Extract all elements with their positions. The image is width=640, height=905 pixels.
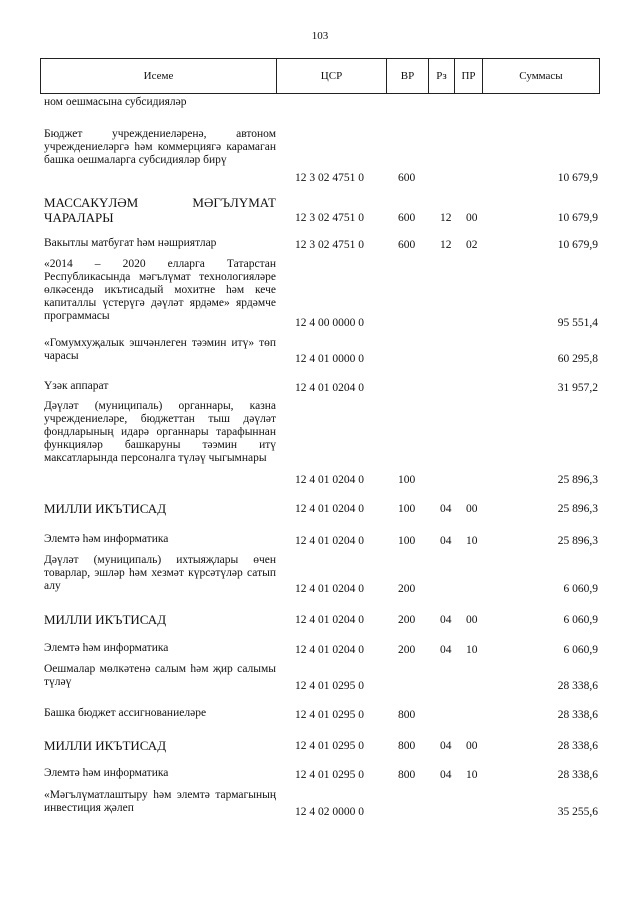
row-sum: 35 255,6 — [557, 806, 598, 818]
table-row — [0, 195, 640, 225]
row-csr: 12 4 01 0204 0 — [295, 382, 364, 394]
row-vr: 200 — [398, 614, 416, 626]
row-csr: 12 4 01 0295 0 — [295, 740, 364, 752]
table-row — [0, 554, 640, 596]
table-row — [0, 789, 640, 819]
row-sum: 6 060,9 — [563, 614, 598, 626]
row-name: «Мәгълүматлаштыру һәм элемтә тармагының инвестиция җәлеп — [44, 789, 276, 814]
row-csr: 12 4 01 0204 0 — [295, 474, 364, 486]
row-name: Вакытлы матбугат һәм нәшриятлар — [44, 237, 217, 249]
header-name: Исеме — [143, 70, 174, 82]
row-sum: 28 338,6 — [557, 680, 598, 692]
row-pr: 10 — [466, 769, 478, 781]
row-rz: 04 — [440, 769, 452, 781]
page-number: 103 — [311, 30, 329, 42]
row-vr: 100 — [398, 474, 416, 486]
row-csr: 12 4 01 0295 0 — [295, 709, 364, 721]
row-sum: 6 060,9 — [563, 583, 598, 595]
row-name: МИЛЛИ ИКЪТИСАД — [44, 738, 167, 753]
table-row — [0, 237, 640, 252]
row-name: Оешмалар мөлкәтенә салым һәм җир салымы түләү — [44, 663, 276, 688]
row-sum: 25 896,3 — [557, 535, 598, 547]
row-name: МАССАКҮЛӘМ МӘГЪЛҮМАТ ЧАРАЛАРЫ — [44, 195, 276, 225]
row-vr: 200 — [398, 583, 416, 595]
table-row — [0, 767, 640, 782]
row-csr: 12 4 01 0204 0 — [295, 503, 364, 515]
header-csr: ЦСР — [320, 70, 343, 82]
table-row — [0, 738, 640, 753]
row-name: Элемтә һәм информатика — [44, 767, 169, 779]
row-vr: 600 — [398, 239, 416, 251]
table-row — [0, 612, 640, 627]
row-csr: 12 4 01 0204 0 — [295, 583, 364, 595]
row-csr: 12 4 01 0204 0 — [295, 614, 364, 626]
row-rz: 04 — [440, 740, 452, 752]
row-csr: 12 4 00 0000 0 — [295, 317, 364, 329]
row-rz: 04 — [440, 535, 452, 547]
header-vr: ВР — [400, 70, 415, 82]
row-sum: 28 338,6 — [557, 740, 598, 752]
row-sum: 31 957,2 — [557, 382, 598, 394]
row-csr: 12 4 02 0000 0 — [295, 806, 364, 818]
row-rz: 04 — [440, 614, 452, 626]
row-sum: 28 338,6 — [557, 709, 598, 721]
row-vr: 800 — [398, 709, 416, 721]
row-pr: 02 — [466, 239, 478, 251]
row-vr: 800 — [398, 769, 416, 781]
header-sum: Суммасы — [519, 70, 563, 82]
row-vr: 200 — [398, 644, 416, 656]
table-row — [0, 258, 640, 330]
row-sum: 10 679,9 — [557, 172, 598, 184]
row-pr: 00 — [466, 614, 478, 626]
row-vr: 100 — [398, 535, 416, 547]
row-csr: 12 4 01 0204 0 — [295, 535, 364, 547]
row-vr: 800 — [398, 740, 416, 752]
row-csr: 12 4 01 0204 0 — [295, 644, 364, 656]
row-pr: 10 — [466, 644, 478, 656]
row-name: МИЛЛИ ИКЪТИСАД — [44, 612, 167, 627]
row-name: Үзәк аппарат — [44, 380, 109, 392]
row-csr: 12 3 02 4751 0 — [295, 172, 364, 184]
row-pr: 00 — [466, 740, 478, 752]
row-sum: 10 679,9 — [557, 239, 598, 251]
row-name: Дәүләт (муниципаль) органнары, казна учреждениеләре, бюджеттан тыш дәүләт фондларының идарә органнары тарафыннан функцияләр башкаруны тәэмин итү максатларында персоналга түләү чыгымнары — [44, 400, 276, 464]
table-row — [0, 337, 640, 366]
table-row — [0, 533, 640, 548]
row-pr: 00 — [466, 503, 478, 515]
row-name: Башка бюджет ассигнованиеләре — [44, 707, 207, 719]
row-vr: 600 — [398, 212, 416, 224]
row-name: «Гомумхуҗалык эшчәнлеген тәэмин итү» төп чарасы — [44, 337, 276, 362]
row-pr: 10 — [466, 535, 478, 547]
row-sum: 60 295,8 — [557, 353, 598, 365]
row-sum: 10 679,9 — [557, 212, 598, 224]
table-row — [0, 642, 640, 657]
table-row — [0, 96, 640, 110]
header-rz: Рз — [436, 70, 447, 82]
table-row — [0, 663, 640, 693]
row-csr: 12 4 01 0295 0 — [295, 680, 364, 692]
row-name: Бюджет учреждениеләренә, автоном учреждениеләргә һәм коммерциягә карамаган башка оешмаларга субсидияләр бирү — [44, 128, 276, 166]
table-row — [0, 380, 640, 395]
row-rz: 12 — [440, 239, 452, 251]
row-name: ном оешмасына субсидияләр — [44, 96, 187, 108]
table-row — [0, 128, 640, 185]
table-row — [0, 501, 640, 516]
header-pr: ПР — [461, 70, 476, 82]
row-rz: 04 — [440, 503, 452, 515]
row-rz: 12 — [440, 212, 452, 224]
row-csr: 12 4 01 0000 0 — [295, 353, 364, 365]
row-name: МИЛЛИ ИКЪТИСАД — [44, 501, 167, 516]
row-sum: 25 896,3 — [557, 474, 598, 486]
row-vr: 100 — [398, 503, 416, 515]
row-sum: 25 896,3 — [557, 503, 598, 515]
row-name: Дәүләт (муниципаль) ихтыяҗлары өчен товарлар, эшләр һәм хезмәт күрсәтүләр сатып алу — [44, 554, 276, 592]
row-name: «2014 – 2020 елларга Татарстан Республикасында мәгълүмат технологияләре өлкәсендә икътисадый мохитне һәм кече капиталлы үстерүгә дәүләт ярдәме» ярдәмче программасы — [44, 258, 276, 322]
row-csr: 12 3 02 4751 0 — [295, 239, 364, 251]
row-sum: 28 338,6 — [557, 769, 598, 781]
row-name: Элемтә һәм информатика — [44, 533, 169, 545]
table-row — [0, 400, 640, 487]
row-name: Элемтә һәм информатика — [44, 642, 169, 654]
row-csr: 12 3 02 4751 0 — [295, 212, 364, 224]
row-csr: 12 4 01 0295 0 — [295, 769, 364, 781]
row-pr: 00 — [466, 212, 478, 224]
row-vr: 600 — [398, 172, 416, 184]
row-sum: 6 060,9 — [563, 644, 598, 656]
row-rz: 04 — [440, 644, 452, 656]
row-sum: 95 551,4 — [557, 317, 598, 329]
table-row — [0, 707, 640, 722]
